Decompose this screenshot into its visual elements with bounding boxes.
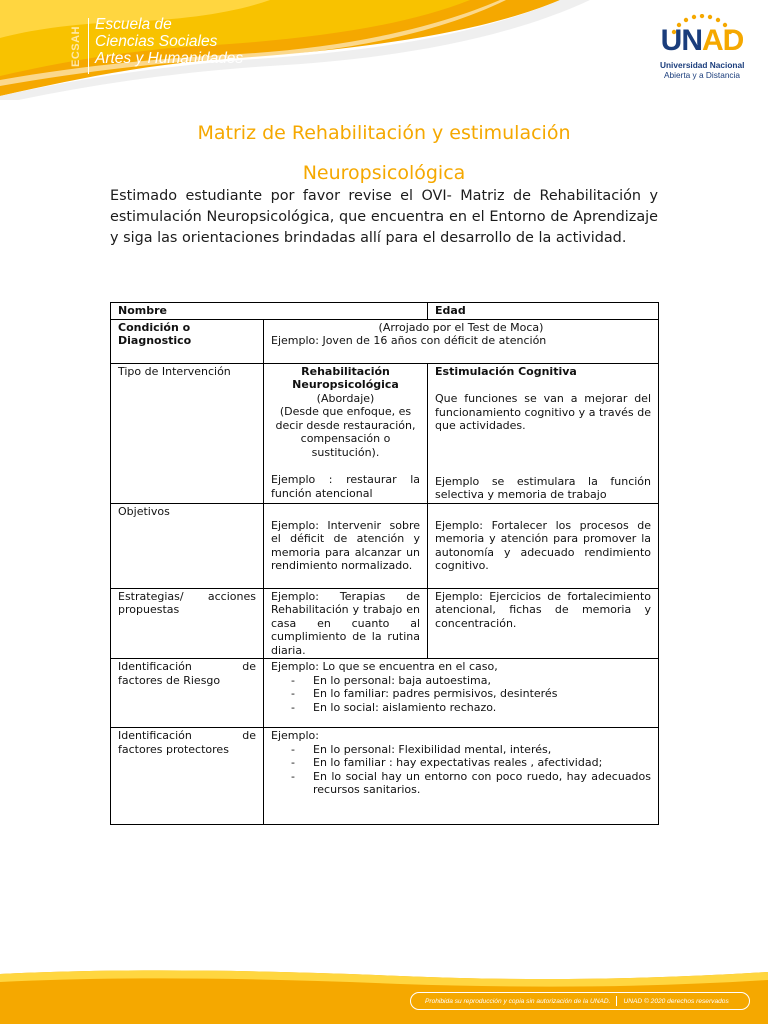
spacer: [271, 714, 651, 726]
condicion-label: Condición o Diagnostico: [111, 319, 264, 363]
table-row-estrategias: [111, 588, 659, 659]
rehabilitation-matrix-table: [110, 302, 659, 825]
objetivos-estim-cell: [428, 503, 659, 588]
ecsah-label: ECSAH: [70, 25, 82, 67]
estim-title: Estimulación Cognitiva: [435, 364, 577, 378]
protectores-label: Identificación de factores protectores: [111, 728, 264, 825]
logo-wordmark-accent: AD: [702, 24, 744, 57]
estim-description: Que funciones se van a mejorar del funcionamiento cognitivo y a través de que actividades.: [435, 392, 652, 432]
page-header: [0, 0, 768, 100]
spacer: [271, 459, 420, 473]
page-title-line-1: Matriz de Rehabilitación y estimulación: [197, 122, 571, 144]
footer-copyright: UNAD © 2020 derechos reservados: [623, 998, 729, 1005]
logo-subtitle-2: Abierta y a Distancia: [663, 70, 741, 80]
tipo-label: Tipo de Intervención: [111, 363, 264, 503]
spacer: [435, 447, 651, 461]
table-row-objetivos: [111, 503, 659, 588]
riesgo-cell: [264, 659, 659, 728]
spacer: [435, 378, 651, 392]
unad-logo: [660, 14, 744, 80]
school-name-line: Artes y Humanidades: [95, 50, 244, 67]
estrategias-estim: Ejemplo: Ejercicios de fortalecimiento atencional, fichas de memoria y concentración.: [428, 588, 659, 659]
footer-separator: [616, 996, 617, 1006]
intro-paragraph: Estimado estudiante por favor revise el OVI- Matriz de Rehabilitación y estimulación Neuropsicológica, que encuentra en el Entorno de Aprendizaje y siga las orientaciones brindadas allí para el desarrollo de la actividad.: [110, 188, 658, 246]
spacer: [271, 348, 651, 362]
logo-wordmark-main: UN: [660, 24, 702, 57]
estim-example: Ejemplo se estimulara la función selectiva y memoria de trabajo: [435, 474, 652, 501]
nombre-cell: Nombre: [111, 303, 428, 320]
riesgo-label: Identificación de factores de Riesgo: [111, 659, 264, 728]
school-name-line: Escuela de: [95, 16, 172, 33]
condicion-example: Ejemplo: Joven de 16 años con déficit de atención: [271, 334, 547, 347]
footer-notice: Prohibida su reproducción y copia sin autorización de la UNAD.: [425, 998, 611, 1005]
condicion-source: (Arrojado por el Test de Moca): [378, 320, 544, 334]
objetivos-estim: Ejemplo: Fortalecer los procesos de memoria y atención para promover la autonomía y adecuado rendimiento cognitivo.: [435, 518, 652, 572]
spacer: [435, 461, 651, 475]
riesgo-intro: Ejemplo: Lo que se encuentra en el caso,: [271, 660, 498, 673]
page-title-line-2: Neuropsicológica: [302, 162, 466, 184]
table-row-riesgo: [111, 659, 659, 728]
list-item: - En lo familiar : hay expectativas reales , afectividad;: [291, 756, 651, 770]
objetivos-rehab: Ejemplo: Intervenir sobre el déficit de atención y memoria para alcanzar un rendimiento normalizado.: [271, 518, 421, 572]
rehab-example: Ejemplo : restaurar la función atencional: [271, 473, 421, 500]
protectores-intro: Ejemplo:: [271, 729, 319, 742]
spacer: [435, 433, 651, 447]
protectores-list: [271, 743, 651, 797]
table-row-nombre: [111, 303, 659, 320]
list-item: - En lo personal: Flexibilidad mental, interés,: [291, 743, 651, 757]
rehab-title: Rehabilitación Neuropsicológica: [292, 364, 399, 391]
logo-subtitle-1: Universidad Nacional: [660, 60, 745, 70]
list-item: - En lo social: aislamiento rechazo.: [291, 701, 651, 715]
protectores-cell: [264, 728, 659, 825]
list-item: - En lo familiar: padres permisivos, desinterés: [291, 687, 651, 701]
estrategias-rehab: Ejemplo: Terapias de Rehabilitación y trabajo en casa en cuanto al cumplimiento de la rutina diaria.: [264, 588, 428, 659]
school-name: [95, 16, 243, 67]
rehab-description: (Desde que enfoque, es decir desde restauración, compensación o sustitución).: [275, 405, 416, 459]
school-name-line: Ciencias Sociales: [95, 33, 218, 50]
list-item: - En lo personal: baja autoestima,: [291, 674, 651, 688]
table-row-protectores: [111, 728, 659, 825]
logo-wordmark: [660, 24, 744, 58]
riesgo-list: [271, 674, 651, 715]
rehab-cell: [264, 363, 428, 503]
spacer: [271, 797, 651, 823]
table-row-tipo: [111, 363, 659, 503]
table-row-condicion: [111, 319, 659, 363]
edad-cell: Edad: [428, 303, 659, 320]
spacer: [271, 573, 420, 587]
spacer: [271, 505, 420, 519]
spacer: [435, 505, 651, 519]
objetivos-label: Objetivos: [111, 503, 264, 588]
estrategias-label: Estrategias/ acciones propuestas: [111, 588, 264, 659]
estim-cell: [428, 363, 659, 503]
header-divider: [88, 18, 89, 74]
condicion-value: [264, 319, 659, 363]
rehab-abordaje: (Abordaje): [316, 391, 375, 405]
list-item: - En lo social hay un entorno con poco ruedo, hay adecuados recursos sanitarios.: [291, 770, 651, 797]
objetivos-rehab-cell: [264, 503, 428, 588]
footer-notice-pill: [410, 992, 750, 1010]
